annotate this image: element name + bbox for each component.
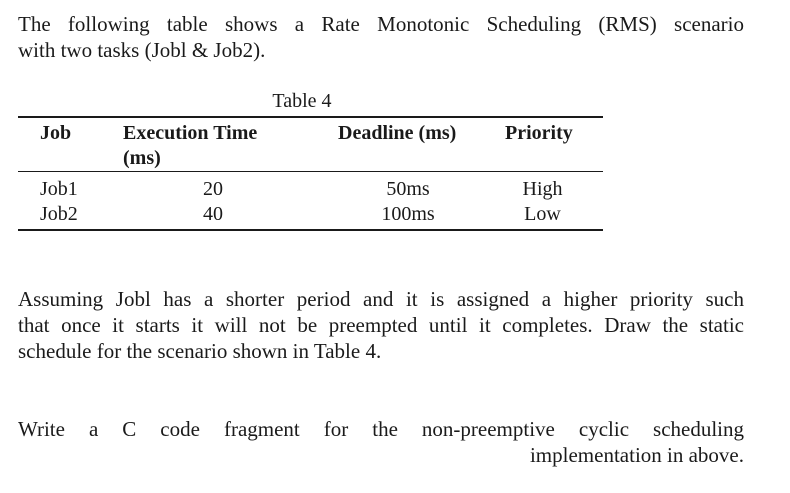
- question-1-line-3: schedule for the scenario shown in Table 4.: [18, 339, 382, 363]
- row-1-job: Job1: [40, 178, 78, 200]
- question-2-line-1: Write a C code fragment for the non-preemptive cyclic scheduling: [18, 417, 744, 441]
- question-2-line-2: implementation in above.: [529, 443, 744, 467]
- row-2-execution-time: 40: [203, 203, 223, 225]
- row-1-execution-time: 20: [203, 178, 223, 200]
- question-2-paragraph: [18, 416, 744, 468]
- table-top-rule: [18, 116, 603, 118]
- row-2-deadline: 100ms: [381, 203, 435, 225]
- table-bottom-rule: [18, 229, 603, 231]
- table-caption: Table 4: [272, 90, 332, 112]
- scheduling-table: [18, 116, 603, 232]
- header-deadline: Deadline (ms): [338, 122, 457, 144]
- header-priority: Priority: [505, 122, 573, 144]
- row-2-priority: Low: [524, 203, 561, 225]
- question-1-line-1: Assuming Jobl has a shorter period and it is assigned a higher priority such: [18, 287, 744, 311]
- intro-paragraph: [18, 11, 744, 63]
- question-1-paragraph: [18, 286, 744, 364]
- intro-line-2: with two tasks (Jobl & Job2).: [18, 38, 266, 62]
- header-execution-time-unit: (ms): [123, 147, 161, 169]
- header-job: Job: [40, 122, 72, 144]
- header-execution-time: Execution Time: [123, 122, 258, 144]
- question-1-line-2: that once it starts it will not be preempted until it completes. Draw the static: [18, 313, 744, 337]
- row-2-job: Job2: [40, 203, 78, 225]
- intro-line-1: The following table shows a Rate Monotonic Scheduling (RMS) scenario: [18, 12, 744, 36]
- row-1-priority: High: [522, 178, 563, 200]
- table-header-rule: [18, 171, 603, 172]
- row-1-deadline: 50ms: [386, 178, 430, 200]
